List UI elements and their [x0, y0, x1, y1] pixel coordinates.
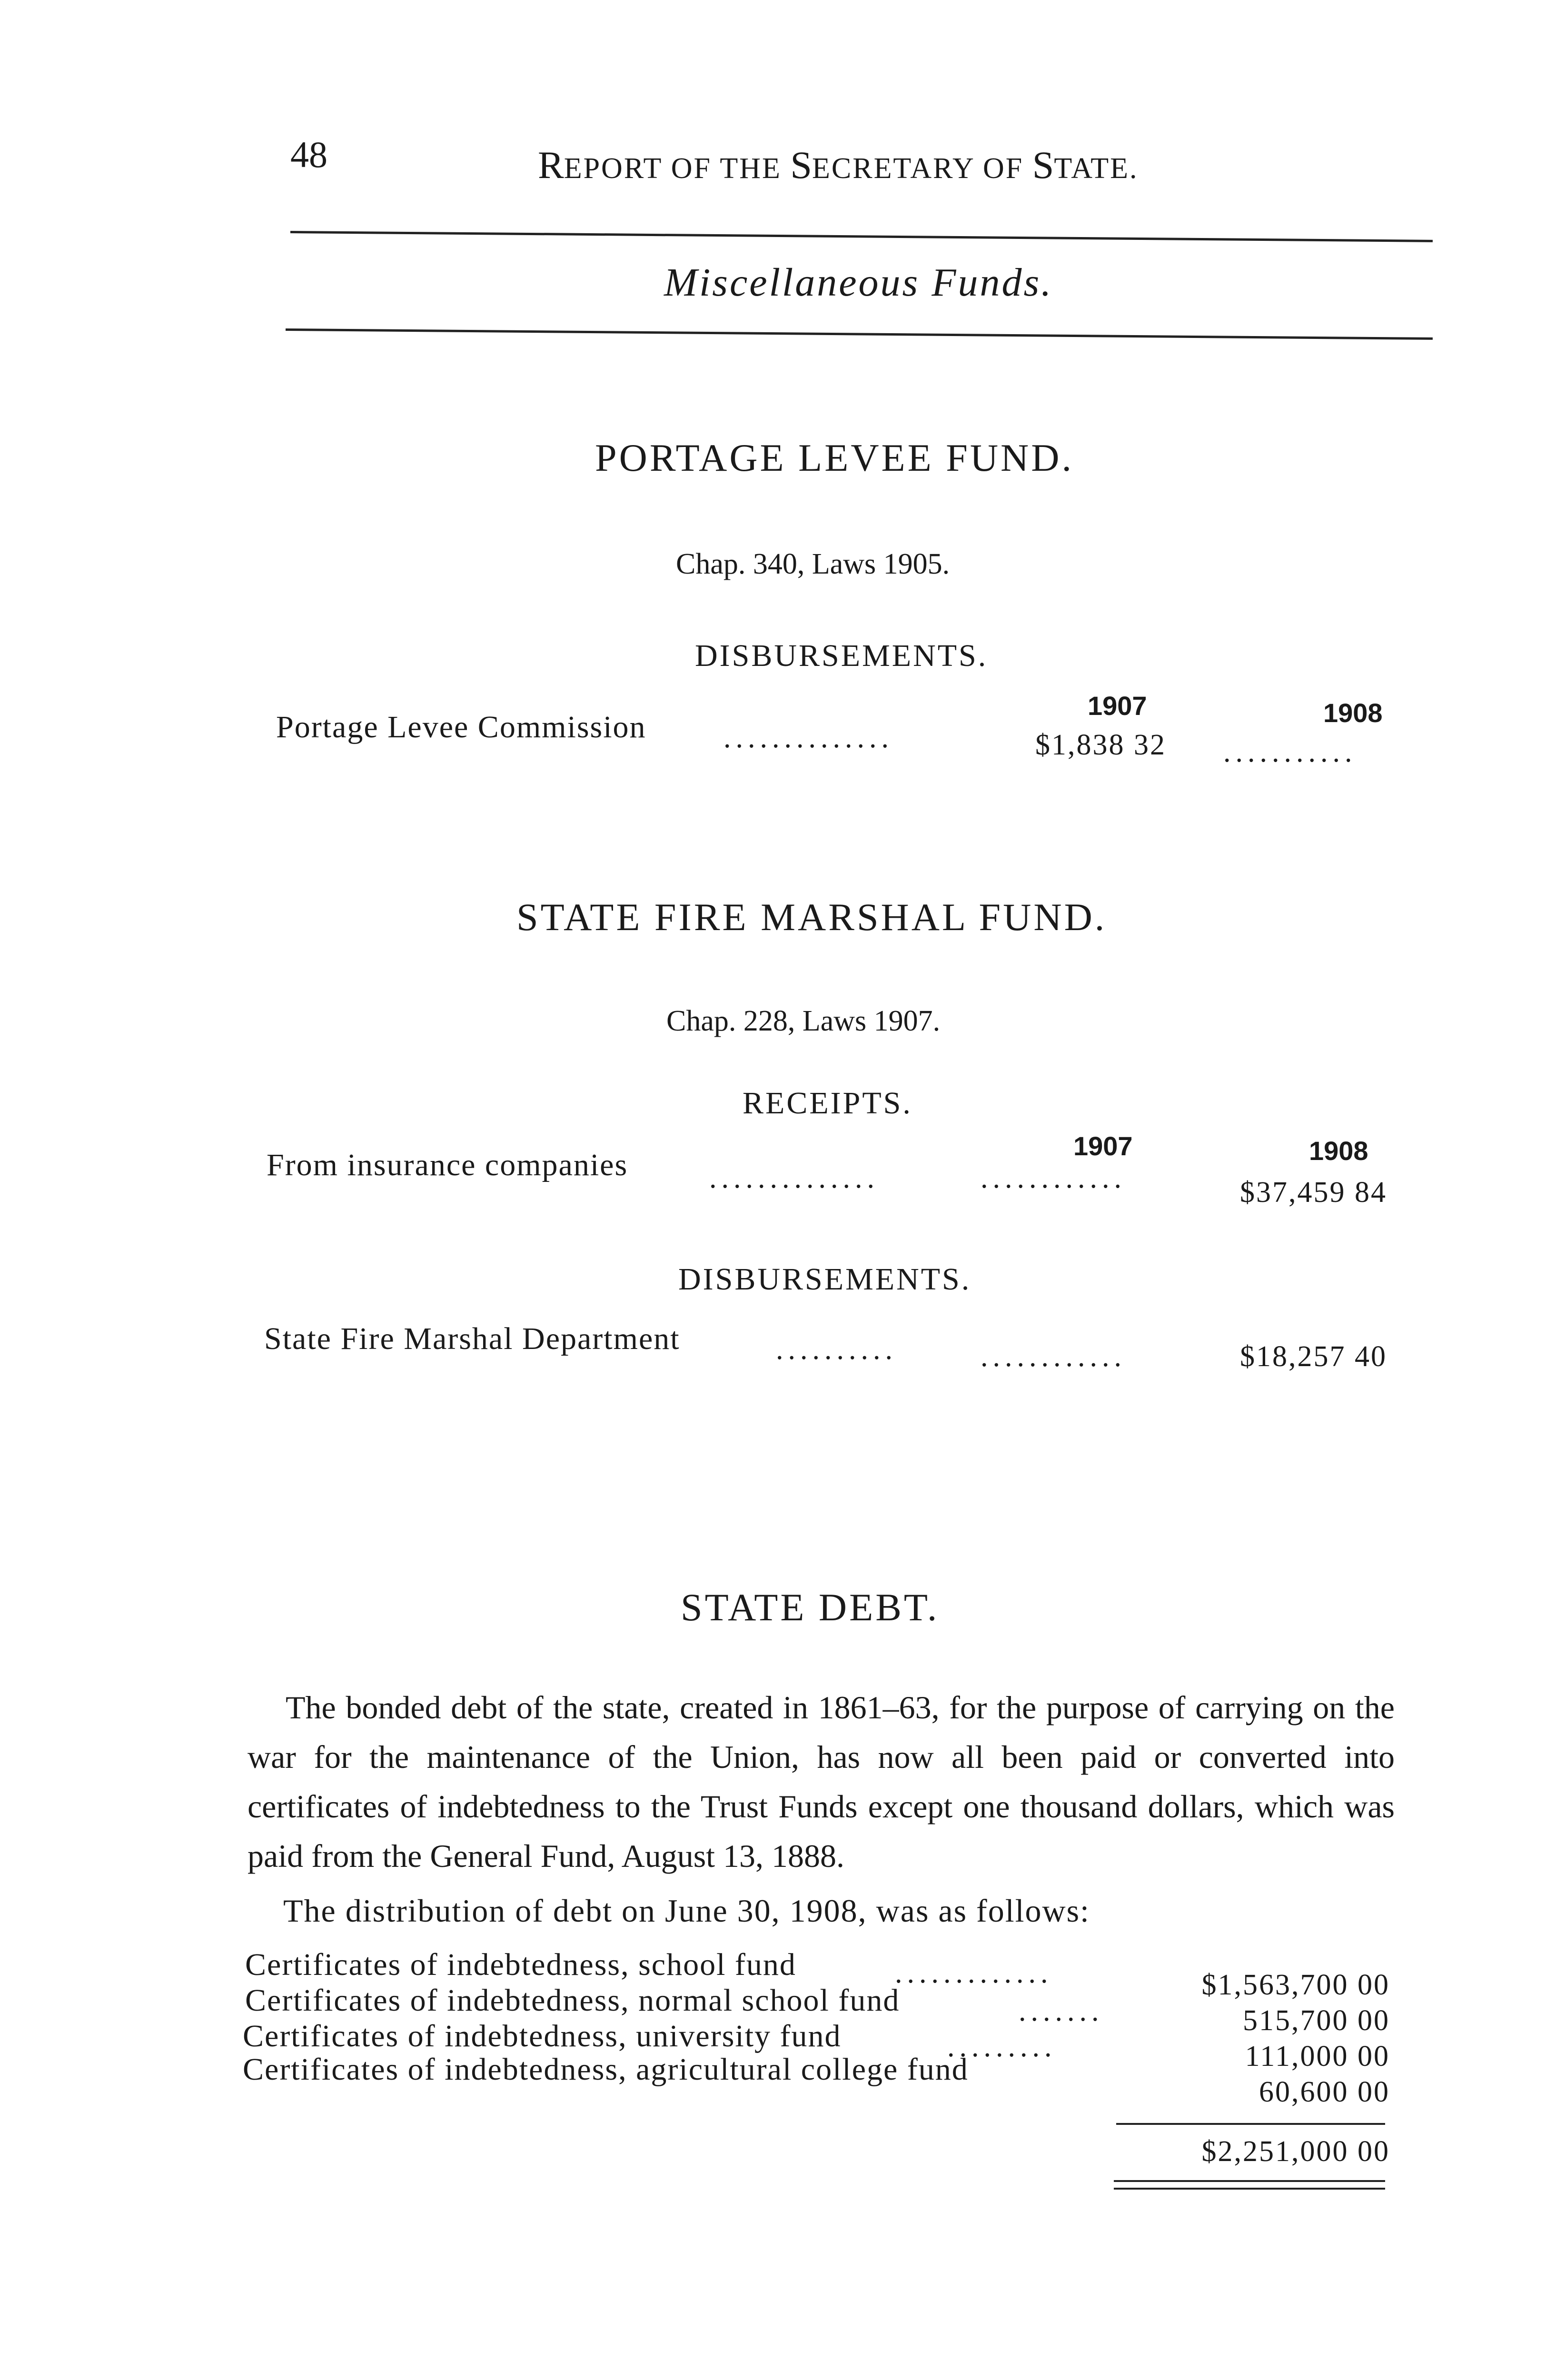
portage-levee-value-1908-leader: ........... [1223, 736, 1357, 768]
debt-row-leader: ............. [895, 1957, 1053, 1989]
fire-marshal-chapter: Chap. 228, Laws 1907. [666, 1005, 941, 1037]
debt-row-label: Certificates of indebtedness, school fund [245, 1947, 796, 1982]
portage-levee-value-1907: $1,838 32 [1035, 729, 1166, 761]
debt-row-amount: $1,563,700 00 [1201, 1969, 1390, 2001]
debt-row-leader: ......... [947, 2031, 1057, 2063]
portage-levee-disbursements-label: DISBURSEMENTS. [695, 638, 988, 673]
running-title-part: ECRETARY OF [812, 152, 1032, 185]
debt-row-amount: 111,000 00 [1245, 2040, 1390, 2073]
fire-marshal-disbursements-1908: $18,257 40 [1240, 1340, 1387, 1373]
fire-marshal-disbursements-1907-leader: ............ [981, 1340, 1126, 1373]
fire-marshal-title: STATE FIRE MARSHAL FUND. [516, 895, 1107, 939]
running-title-part: TATE. [1054, 152, 1139, 185]
state-debt-paragraph-1-text: The bonded debt of the state, created in 1861–63, for the purpose of carrying on the war for the maintenance of the Union, has now all been paid or converted into certificates of indebtedness to the Trust Funds except one thousand dollars, which was paid from the General Fund, August 13, 1888. [248, 1689, 1395, 1874]
fire-marshal-year-1908: 1908 [1309, 1136, 1368, 1166]
debt-row-label: Certificates of indebtedness, normal school fund [245, 1983, 900, 2018]
debt-total-amount: $2,251,000 00 [1201, 2135, 1390, 2168]
state-debt-title: STATE DEBT. [681, 1586, 940, 1629]
running-title-part: EPORT OF THE [564, 152, 791, 185]
debt-total-double-rule-top [1114, 2180, 1385, 2182]
fire-marshal-receipts-1908: $37,459 84 [1240, 1176, 1387, 1209]
running-title [538, 143, 1138, 188]
running-title-initial-s: S [790, 143, 812, 187]
running-title-initial-r: R [538, 143, 564, 187]
fire-marshal-receipts-1907-leader: ............ [981, 1162, 1126, 1194]
fire-marshal-receipts-row-leader: .............. [709, 1162, 879, 1194]
state-debt-paragraph-2: The distribution of debt on June 30, 1908, was as follows: [283, 1893, 1090, 1929]
portage-levee-row-leader: .............. [723, 722, 893, 754]
fire-marshal-receipts-label: RECEIPTS. [743, 1086, 912, 1121]
debt-row-leader: ....... [1019, 1995, 1104, 2027]
debt-row-label: Certificates of indebtedness, university fund [243, 2019, 842, 2053]
debt-row-amount: 515,700 00 [1243, 2004, 1390, 2037]
portage-levee-year-1907: 1907 [1088, 691, 1147, 721]
fire-marshal-disbursements-row-label: State Fire Marshal Department [264, 1321, 680, 1356]
page-number: 48 [290, 134, 327, 175]
section-title: Miscellaneous Funds. [664, 260, 1053, 305]
fire-marshal-disbursements-row-leader: .......... [776, 1333, 897, 1366]
portage-levee-year-1908: 1908 [1323, 698, 1383, 728]
header-top-rule [290, 231, 1433, 242]
header-bottom-rule [286, 328, 1433, 340]
portage-levee-chapter: Chap. 340, Laws 1905. [676, 548, 950, 580]
portage-levee-row-label: Portage Levee Commission [276, 710, 646, 744]
fire-marshal-year-1907: 1907 [1073, 1131, 1133, 1161]
running-title-initial-s: S [1032, 143, 1054, 187]
fire-marshal-receipts-row-label: From insurance companies [267, 1148, 628, 1182]
debt-total-double-rule-bottom [1114, 2188, 1385, 2190]
debt-row-amount: 60,600 00 [1259, 2076, 1390, 2108]
portage-levee-title: PORTAGE LEVEE FUND. [595, 436, 1074, 479]
fire-marshal-disbursements-label: DISBURSEMENTS. [678, 1262, 971, 1297]
state-debt-paragraph-1 [248, 1683, 1395, 1881]
debt-row-label: Certificates of indebtedness, agricultural college fund [243, 2052, 969, 2087]
debt-total-rule [1116, 2123, 1385, 2125]
